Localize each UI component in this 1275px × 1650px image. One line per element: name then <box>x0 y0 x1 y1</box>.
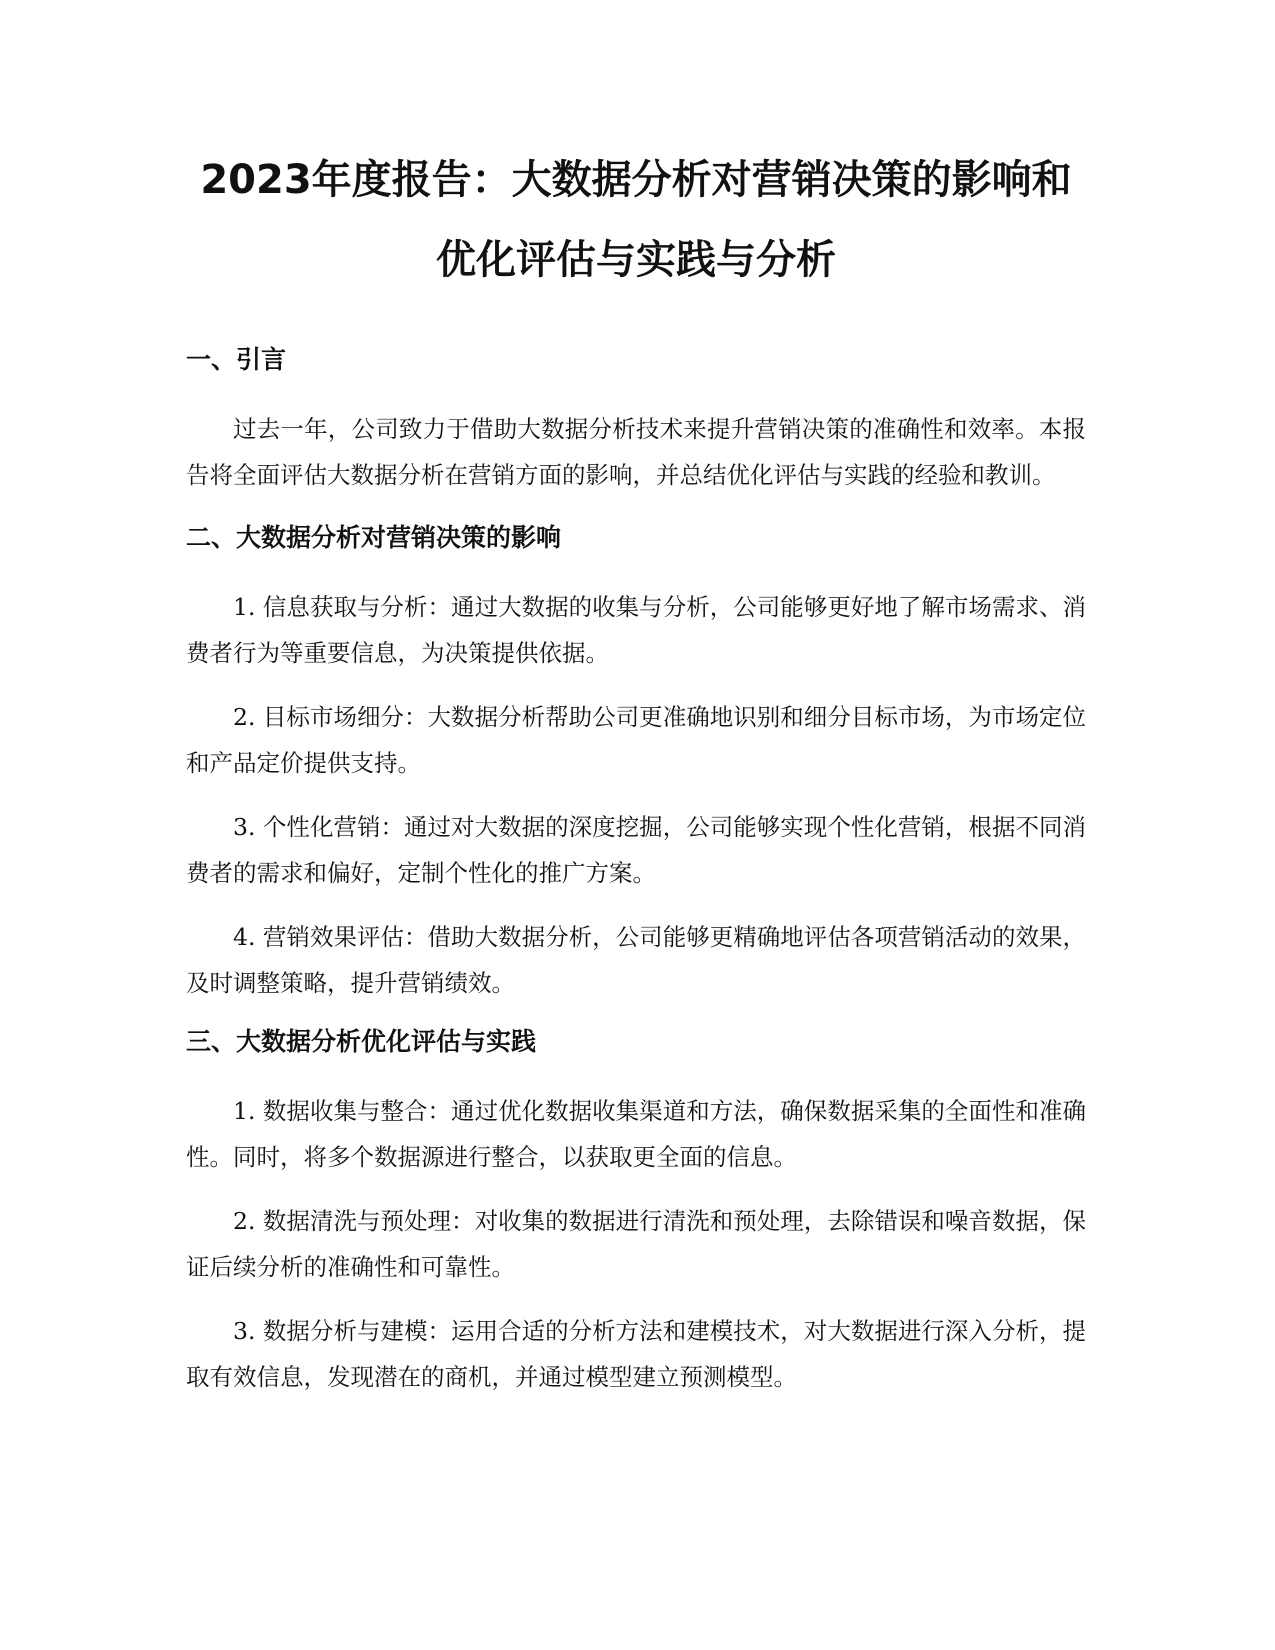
section-heading: 二、大数据分析对营销决策的影响 <box>186 523 562 552</box>
list-item-paragraph: 3. 个性化营销：通过对大数据的深度挖掘，公司能够实现个性化营销，根据不同消费者的需求和偏好，定制个性化的推广方案。 <box>186 813 1086 887</box>
section-optimization <box>186 1024 1086 1400</box>
list-item-paragraph: 3. 数据分析与建模：运用合适的分析方法和建模技术，对大数据进行深入分析，提取有效信息，发现潜在的商机，并通过模型建立预测模型。 <box>186 1317 1086 1391</box>
list-item-paragraph: 1. 信息获取与分析：通过大数据的收集与分析，公司能够更好地了解市场需求、消费者行为等重要信息，为决策提供依据。 <box>186 593 1086 667</box>
document-page <box>186 140 1086 1418</box>
list-item-paragraph: 4. 营销效果评估：借助大数据分析，公司能够更精确地评估各项营销活动的效果，及时调整策略，提升营销绩效。 <box>186 923 1086 997</box>
section-introduction <box>186 342 1086 498</box>
list-item-paragraph: 2. 数据清洗与预处理：对收集的数据进行清洗和预处理，去除错误和噪音数据，保证后续分析的准确性和可靠性。 <box>186 1207 1086 1281</box>
document-title: 2023年度报告：大数据分析对营销决策的影响和优化评估与实践与分析 <box>200 157 1072 283</box>
list-item-paragraph: 1. 数据收集与整合：通过优化数据收集渠道和方法，确保数据采集的全面性和准确性。同时，将多个数据源进行整合，以获取更全面的信息。 <box>186 1097 1086 1171</box>
section-impact <box>186 520 1086 1006</box>
section-heading: 一、引言 <box>186 345 287 374</box>
paragraph: 过去一年，公司致力于借助大数据分析技术来提升营销决策的准确性和效率。本报告将全面评估大数据分析在营销方面的影响，并总结优化评估与实践的经验和教训。 <box>186 415 1086 489</box>
list-item-paragraph: 2. 目标市场细分：大数据分析帮助公司更准确地识别和细分目标市场，为市场定位和产品定价提供支持。 <box>186 703 1086 777</box>
section-heading: 三、大数据分析优化评估与实践 <box>186 1027 537 1056</box>
